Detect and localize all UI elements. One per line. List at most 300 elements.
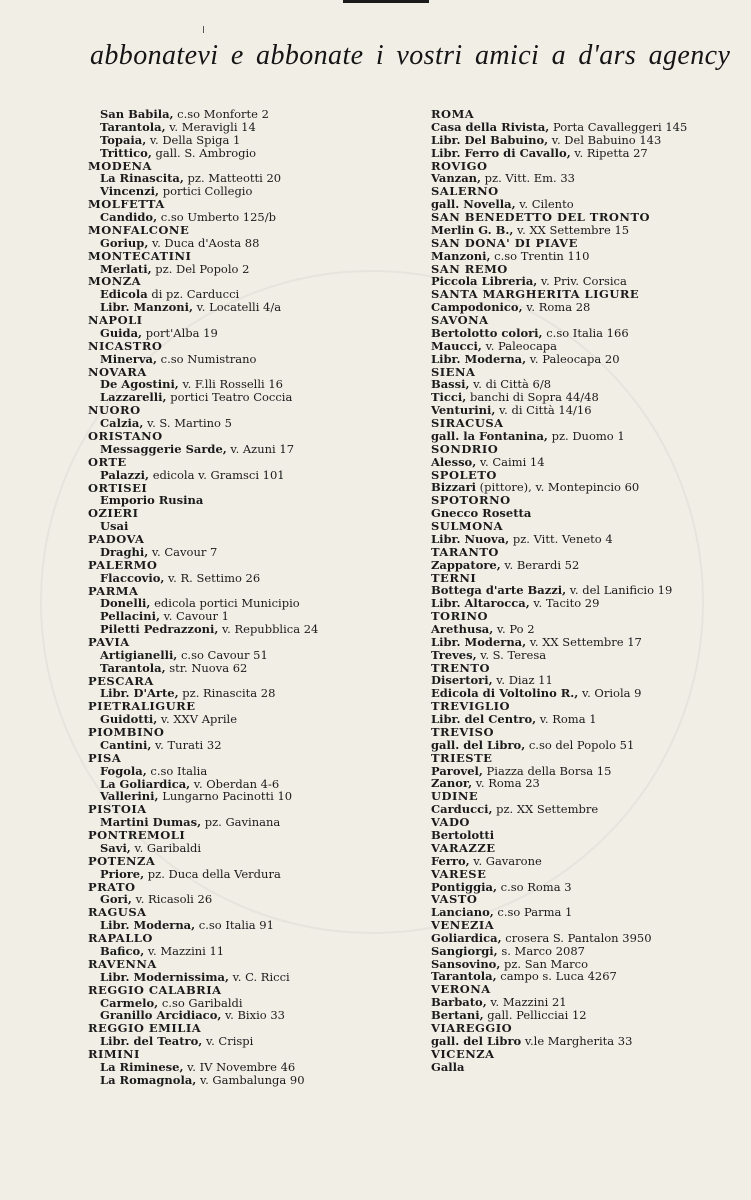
shop-address: v. Meravigli 14 <box>165 119 256 134</box>
bookshop-entry <box>431 829 741 842</box>
shop-address: v. Garibaldi <box>130 840 202 855</box>
bookshop-entry <box>431 533 741 546</box>
shop-name: Cantini, <box>100 737 152 752</box>
shop-address: s. Marco 2087 <box>497 943 585 958</box>
shop-name: Draghi, <box>100 544 149 559</box>
city-name: MONTECATINI <box>88 248 192 263</box>
city-group <box>88 675 398 701</box>
city-group <box>431 211 741 237</box>
city-name: SAN BENEDETTO DEL TRONTO <box>431 210 651 225</box>
shop-name: Ferro, <box>431 853 470 868</box>
shop-name: Topaia, <box>100 132 147 147</box>
bookshop-entry <box>88 443 398 456</box>
city-name: TRENTO <box>431 660 490 675</box>
bookshop-entry <box>88 391 398 404</box>
city-name: SULMONA <box>431 519 504 534</box>
city-name: SANTA MARGHERITA LIGURE <box>431 287 640 302</box>
shop-address: v. di Città 14/16 <box>495 403 592 418</box>
shop-address: banchi di Sopra 44/48 <box>466 390 599 405</box>
city-name: TERNI <box>431 570 477 585</box>
city-group <box>431 546 741 572</box>
shop-address: v. S. Martino 5 <box>143 416 232 430</box>
shop-name: Libr. Modernissima, <box>100 969 229 984</box>
city-group <box>431 1048 741 1074</box>
shop-name: La Goliardica, <box>100 776 191 791</box>
shop-name: Bertolotto colori, <box>431 326 543 341</box>
shop-address: v. Roma 28 <box>522 300 591 315</box>
bookshop-entry <box>431 803 741 816</box>
shop-address: v. Bixio 33 <box>221 1008 285 1023</box>
shop-address: c.so Garibaldi <box>158 995 243 1010</box>
shop-name: Usai <box>100 519 129 534</box>
shop-address: pz. Vitt. Em. 33 <box>481 171 575 186</box>
bookshop-entry <box>88 572 398 585</box>
bookshop-entry <box>431 649 741 662</box>
city-name: ROVIGO <box>431 158 488 173</box>
city-group <box>88 366 398 404</box>
bookshop-entry <box>88 662 398 675</box>
shop-name: Treves, <box>431 647 477 662</box>
city-group <box>431 572 741 610</box>
shop-address: port'Alba 19 <box>142 325 218 340</box>
city-name: VADO <box>431 815 470 830</box>
bookshop-entry <box>88 327 398 340</box>
shop-name: Trittico, <box>100 145 152 160</box>
city-name: RAGUSA <box>88 905 147 920</box>
bookshop-entry <box>88 263 398 276</box>
city-name: PALERMO <box>88 557 158 572</box>
shop-name: Bertani, <box>431 1008 484 1023</box>
bookshop-entry <box>88 893 398 906</box>
shop-name: Libr. Moderna, <box>431 351 527 366</box>
right-column <box>431 108 741 1073</box>
city-name: PISA <box>88 750 122 765</box>
shop-address: pz. Duomo 1 <box>547 428 625 443</box>
shop-name: Flaccovio, <box>100 570 165 585</box>
city-group <box>88 881 398 907</box>
city-group <box>431 185 741 211</box>
city-group <box>88 958 398 984</box>
shop-name: Tarantola, <box>431 969 497 984</box>
city-group <box>431 752 741 790</box>
shop-address: pz. Matteotti 20 <box>183 171 282 186</box>
city-group <box>431 314 741 365</box>
shop-name: Venturini, <box>431 403 496 418</box>
city-name: MODENA <box>88 158 152 173</box>
shop-address: v. di Città 6/8 <box>469 377 552 392</box>
shop-address: pz. Gavinana <box>201 815 281 830</box>
shop-name: Sangiorgi, <box>431 943 498 958</box>
shop-name: Carmelo, <box>100 995 159 1010</box>
city-group <box>88 1048 398 1086</box>
bookshop-entry <box>88 520 398 533</box>
shop-name: Libr. Nuova, <box>431 531 510 546</box>
shop-address: v. del Lanificio 19 <box>566 583 673 598</box>
top-rule <box>343 0 429 3</box>
city-name: PARMA <box>88 583 139 598</box>
shop-name: Bassi, <box>431 377 470 392</box>
shop-address: v. Cilento <box>515 197 574 212</box>
bookshop-entry <box>431 172 741 185</box>
shop-name: Tarantola, <box>100 660 166 675</box>
city-name: PIETRALIGURE <box>88 699 196 714</box>
bookshop-entry <box>431 559 741 572</box>
city-group <box>431 108 741 159</box>
shop-name: Zappatore, <box>431 557 501 572</box>
shop-address: v. XX Settembre 15 <box>513 222 630 237</box>
shop-address: Porta Cavalleggeri 145 <box>549 119 688 134</box>
bookshop-entry <box>431 481 741 494</box>
shop-address: pz. Duca della Verdura <box>144 866 281 881</box>
shop-name: Libr. Ferro di Cavallo, <box>431 145 571 160</box>
city-name: SAVONA <box>431 313 489 328</box>
bookshop-entry <box>431 777 741 790</box>
shop-address: c.so Roma 3 <box>496 879 572 894</box>
city-group <box>431 790 741 816</box>
city-group <box>431 469 741 495</box>
bookshop-entry <box>88 739 398 752</box>
shop-name: San Babila, <box>100 107 174 122</box>
shop-name: La Rinascita, <box>100 171 184 186</box>
shop-name: La Riminese, <box>100 1059 184 1074</box>
city-group <box>88 275 398 313</box>
shop-address: (pittore), v. Montepincio 60 <box>476 480 640 495</box>
shop-name: Tarantola, <box>100 119 166 134</box>
shop-name: Vincenzi, <box>100 184 160 199</box>
city-name: SALERNO <box>431 184 499 199</box>
city-group <box>431 919 741 983</box>
bookshop-entry <box>88 1035 398 1048</box>
bookshop-entry <box>431 1035 741 1048</box>
bookshop-entry <box>88 687 398 700</box>
shop-name: Bafico, <box>100 944 145 959</box>
bookshop-entry <box>88 816 398 829</box>
city-name: SAN REMO <box>431 261 508 276</box>
shop-address: v. Repubblica 24 <box>218 622 319 637</box>
shop-address: campo s. Luca 4267 <box>496 969 617 984</box>
city-name: ORISTANO <box>88 428 163 443</box>
shop-name: Lazzarelli, <box>100 390 167 405</box>
shop-address: c.so Cavour 51 <box>177 647 268 662</box>
city-name: SIRACUSA <box>431 416 504 430</box>
bookshop-entry <box>431 713 741 726</box>
bookshop-entry <box>431 855 741 868</box>
city-group <box>88 1022 398 1048</box>
bookshop-entry <box>88 868 398 881</box>
shop-address: c.so Trentin 110 <box>490 248 590 263</box>
shop-name: Piccola Libreria, <box>431 274 538 289</box>
bookshop-entry <box>431 1009 741 1022</box>
shop-address: v. R. Settimo 26 <box>164 570 261 585</box>
city-group <box>88 533 398 559</box>
shop-name: gall. del Libro, <box>431 737 526 752</box>
shop-name: Libr. del Centro, <box>431 712 537 727</box>
bookshop-entry <box>431 881 741 894</box>
shop-name: Martini Dumas, <box>100 815 202 830</box>
city-name: RAVENNA <box>88 957 157 972</box>
shop-address: v. Diaz 11 <box>492 673 553 688</box>
shop-name: Parovel, <box>431 763 483 778</box>
city-group <box>431 1022 741 1048</box>
city-name: OZIERI <box>88 506 139 521</box>
shop-name: Libr. del Teatro, <box>100 1034 203 1049</box>
city-group <box>431 366 741 417</box>
bookshop-entry <box>431 507 741 520</box>
shop-name: Libr. Moderna, <box>431 634 527 649</box>
shop-name: Piletti Pedrazzoni, <box>100 622 219 637</box>
shop-address: v. Oberdan 4-6 <box>190 776 280 791</box>
city-group <box>88 726 398 752</box>
shop-name: Arethusa, <box>431 622 494 637</box>
bookshop-entry <box>88 211 398 224</box>
city-name: REGGIO EMILIA <box>88 1021 202 1036</box>
shop-name: Gori, <box>100 892 132 907</box>
city-name: VERONA <box>431 982 491 997</box>
shop-name: Messaggerie Sarde, <box>100 441 227 456</box>
shop-name: Libr. D'Arte, <box>100 686 179 701</box>
bookshop-entry <box>431 739 741 752</box>
shop-name: Savi, <box>100 840 131 855</box>
shop-address: gall. S. Ambrogio <box>151 145 257 160</box>
shop-address: v. Gambalunga 90 <box>196 1072 305 1087</box>
city-group <box>88 507 398 533</box>
city-group <box>431 662 741 700</box>
shop-address: Piazza della Borsa 15 <box>482 763 612 778</box>
shop-name: gall. del Libro <box>431 1033 522 1048</box>
city-group <box>431 237 741 263</box>
shop-address: gall. Pellicciai 12 <box>483 1008 587 1023</box>
shop-address: crosera S. Pantalon 3950 <box>501 931 652 946</box>
bookshop-entry <box>88 945 398 958</box>
city-group <box>88 340 398 366</box>
city-name: ORTISEI <box>88 480 148 495</box>
shop-name: Bottega d'arte Bazzi, <box>431 583 567 598</box>
city-name: PONTREMOLI <box>88 828 186 843</box>
bookshop-entry <box>88 237 398 250</box>
shop-name: Disertori, <box>431 673 493 688</box>
shop-name: Goriup, <box>100 235 149 250</box>
shop-address: v. Crispi <box>202 1034 254 1049</box>
shop-name: Barbato, <box>431 995 487 1010</box>
bookshop-entry <box>88 147 398 160</box>
city-group <box>88 700 398 726</box>
shop-address: v. Cavour 7 <box>148 544 218 559</box>
bookshop-entry <box>88 494 398 507</box>
bookshop-entry <box>431 301 741 314</box>
shop-name: Lanciano, <box>431 905 494 920</box>
city-group <box>88 160 398 198</box>
bookshop-entry <box>431 906 741 919</box>
city-group <box>88 430 398 456</box>
city-group <box>88 559 398 585</box>
shop-address: c.so Monforte 2 <box>173 107 269 122</box>
city-name: PISTOIA <box>88 802 147 817</box>
shop-address: c.so Italia <box>146 763 208 778</box>
city-group <box>88 829 398 855</box>
city-group <box>431 520 741 546</box>
shop-address: v. Po 2 <box>493 622 535 637</box>
city-group <box>431 288 741 314</box>
shop-address: edicola portici Municipio <box>150 596 300 611</box>
shop-address: v. XXV Aprile <box>157 712 238 727</box>
city-name: SIENA <box>431 364 476 379</box>
shop-name: Guidotti, <box>100 712 158 727</box>
city-name: VASTO <box>431 892 478 907</box>
city-name: PESCARA <box>88 673 154 688</box>
city-group <box>431 610 741 661</box>
city-group <box>431 417 741 443</box>
shop-address: v. Roma 23 <box>472 776 540 791</box>
shop-name: Casa della Rivista, <box>431 119 550 134</box>
shop-address: v. Turati 32 <box>151 737 222 752</box>
city-group <box>88 482 398 508</box>
shop-address: v. S. Teresa <box>476 647 547 662</box>
city-group <box>88 456 398 482</box>
shop-address: v. Duca d'Aosta 88 <box>148 235 260 250</box>
shop-name: gall. la Fontanina, <box>431 428 548 443</box>
city-group <box>431 160 741 186</box>
shop-name: Edicola <box>100 287 148 302</box>
shop-name: gall. Novella, <box>431 197 516 212</box>
city-group <box>88 932 398 958</box>
city-name: PAVIA <box>88 635 130 650</box>
shop-address: str. Nuova 62 <box>165 660 248 675</box>
city-name: ORTE <box>88 454 127 469</box>
shop-name: Merlati, <box>100 261 152 276</box>
city-group <box>88 108 398 159</box>
shop-address: c.so Umberto 125/b <box>157 209 276 224</box>
shop-address: v. IV Novembre 46 <box>183 1059 296 1074</box>
shop-name: Gnecco Rosetta <box>431 506 532 521</box>
shop-name: Palazzi, <box>100 467 150 482</box>
shop-name: Alesso, <box>431 454 477 469</box>
shop-address: v. Roma 1 <box>536 712 597 727</box>
bookshop-entry <box>431 275 741 288</box>
shop-address: v. Gavarone <box>469 853 542 868</box>
city-name: PADOVA <box>88 532 145 547</box>
bookshop-entry <box>431 404 741 417</box>
city-name: SONDRIO <box>431 441 499 456</box>
city-name: NICASTRO <box>88 338 163 353</box>
shop-name: Galla <box>431 1059 465 1074</box>
shop-address: c.so Numistrano <box>156 351 257 366</box>
shop-address: v. F.lli Rosselli 16 <box>178 377 283 392</box>
city-group <box>88 404 398 430</box>
city-group <box>431 494 741 520</box>
city-group <box>88 855 398 881</box>
shop-name: Libr. Del Babuino, <box>431 132 549 147</box>
bookshop-entry <box>431 597 741 610</box>
city-name: NUORO <box>88 403 141 418</box>
city-name: VENEZIA <box>431 918 495 933</box>
shop-address: v. Ripetta 27 <box>570 145 648 160</box>
shop-name: Zanor, <box>431 776 473 791</box>
bookshop-entry <box>431 224 741 237</box>
shop-name: Minerva, <box>100 351 157 366</box>
shop-address: portici Teatro Coccia <box>166 390 293 405</box>
shop-address: pz. XX Settembre <box>492 802 599 817</box>
city-group <box>431 842 741 868</box>
shop-name: Goliardica, <box>431 931 502 946</box>
shop-name: Fogola, <box>100 763 147 778</box>
shop-address: edicola v. Gramsci 101 <box>149 467 285 482</box>
shop-name: De Agostini, <box>100 377 179 392</box>
city-group <box>431 263 741 289</box>
shop-name: Pontiggia, <box>431 879 497 894</box>
city-name: VICENZA <box>431 1046 495 1061</box>
shop-address: v. Tacito 29 <box>529 596 600 611</box>
bookshop-entry <box>431 456 741 469</box>
city-name: TARANTO <box>431 544 499 559</box>
city-group <box>431 700 741 726</box>
city-group <box>88 984 398 1022</box>
city-name: SAN DONA' DI PIAVE <box>431 235 578 250</box>
shop-address: v.le Margherita 33 <box>521 1033 633 1048</box>
bookshop-entry <box>88 842 398 855</box>
shop-name: Merlin G. B., <box>431 222 514 237</box>
bookshop-entry <box>88 353 398 366</box>
shop-address: Lungarno Pacinotti 10 <box>158 789 293 804</box>
city-group <box>88 224 398 250</box>
shop-address: v. Della Spiga 1 <box>146 132 241 147</box>
shop-address: v. Caimi 14 <box>476 454 545 469</box>
city-group <box>431 983 741 1021</box>
bookshop-entry <box>88 546 398 559</box>
shop-name: Priore, <box>100 866 145 881</box>
shop-address: v. Paleocapa <box>481 338 558 353</box>
bookshop-entry <box>88 1009 398 1022</box>
city-group <box>88 906 398 932</box>
bookshop-entry <box>88 185 398 198</box>
city-group <box>88 636 398 674</box>
shop-address: v. Berardi 52 <box>500 557 580 572</box>
city-name: VARESE <box>431 866 487 881</box>
bookshop-entry <box>88 790 398 803</box>
city-name: ROMA <box>431 107 475 122</box>
city-name: NOVARA <box>88 364 147 379</box>
shop-name: Bertolotti <box>431 827 495 842</box>
shop-address: v. Mazzini 21 <box>486 995 567 1010</box>
bookshop-entry <box>88 417 398 430</box>
shop-address: v. Ricasoli 26 <box>131 892 213 907</box>
shop-name: Carducci, <box>431 802 493 817</box>
city-name: SPOTORNO <box>431 493 511 508</box>
shop-address: di pz. Carducci <box>147 287 240 302</box>
shop-address: v. Locatelli 4/a <box>192 300 282 315</box>
city-name: RIMINI <box>88 1047 140 1062</box>
bookshop-entry <box>88 469 398 482</box>
city-name: REGGIO CALABRIA <box>88 982 222 997</box>
shop-name: Calzia, <box>100 416 144 430</box>
bookshop-entry <box>88 1074 398 1087</box>
bookshop-entry <box>431 250 741 263</box>
city-name: TREVISO <box>431 725 495 739</box>
shop-name: Campodonico, <box>431 300 523 315</box>
shop-address: v. C. Ricci <box>229 969 290 984</box>
bookshop-entry <box>431 147 741 160</box>
city-group <box>431 868 741 894</box>
shop-address: v. Priv. Corsica <box>537 274 627 289</box>
city-name: PIOMBINO <box>88 725 165 740</box>
shop-name: Libr. Manzoni, <box>100 300 193 315</box>
bookshop-entry <box>431 970 741 983</box>
shop-address: v. Cavour 1 <box>159 609 230 624</box>
city-name: TORINO <box>431 609 489 624</box>
shop-name: Donelli, <box>100 596 151 611</box>
city-group <box>431 726 741 752</box>
shop-name: Emporio Rusina <box>100 493 204 508</box>
shop-address: v. Paleocapa 20 <box>526 351 620 366</box>
